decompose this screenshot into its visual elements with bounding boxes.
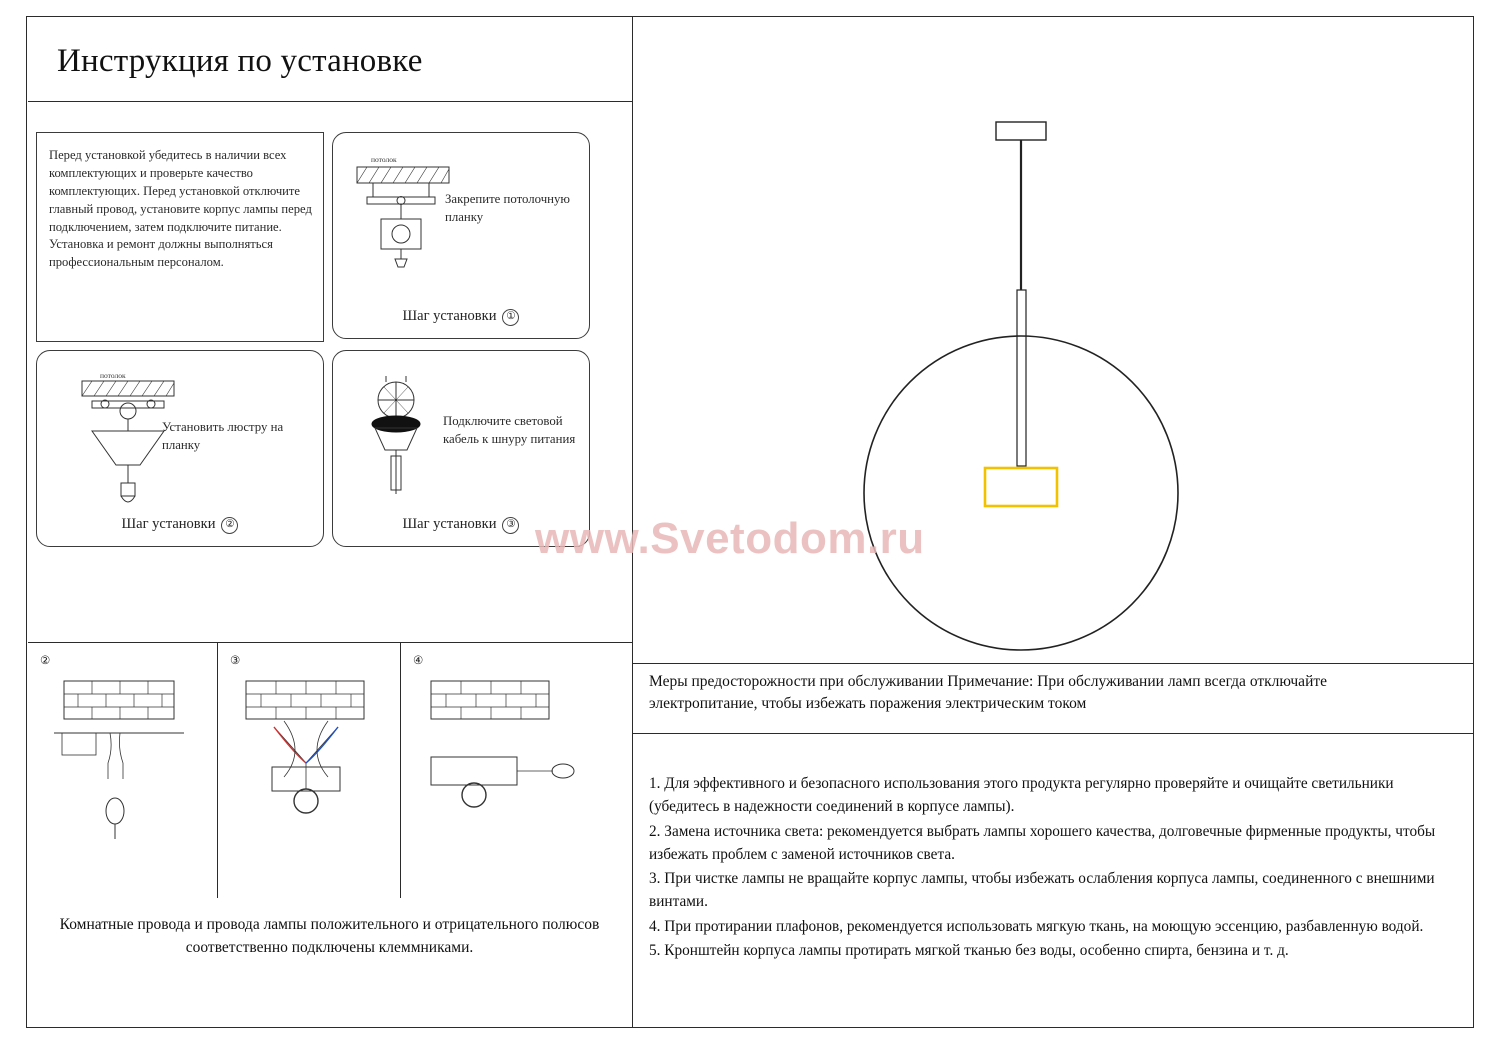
care-item-4: 4. При протирании плафонов, рекомендуется использовать мягкую ткань, на моющую эссенцию, разбавленную водой. (649, 917, 1424, 935)
intro-text: Перед установкой убедитесь в наличии всех комплектующих и проверьте качество комплектующих. Перед установкой отключите главный провод, установите корпус лампы перед подключением, затем подключите питание. Установка и ремонт должны выполняться профессиональным персоналом. (49, 148, 312, 270)
note-bottom-rule (633, 733, 1474, 734)
step-2-number: ② (221, 517, 238, 534)
wiring-panel-4 (401, 643, 591, 898)
page-title: Инструкция по установке (57, 43, 423, 79)
care-item-1: 1. Для эффективного и безопасного использования этого продукта регулярно проверяйте и очищайте светильники (убедитесь в надежности соединений в корпусе лампы). (649, 775, 1394, 816)
wiring-panel-4-number: ④ (413, 655, 424, 667)
wiring-panel-3 (218, 643, 401, 898)
step-3-instruction: Подключите световой кабель к шнуру питания (443, 414, 576, 446)
step-2-box (36, 350, 324, 547)
step-1-box (332, 132, 590, 339)
ceiling-label-2: потолок (100, 371, 126, 380)
lamp-illustration (633, 18, 1474, 658)
care-item-3: 3. При чистке лампы не вращайте корпус лампы, чтобы избежать ослабления корпуса лампы, соединенного с внешними винтами. (649, 870, 1435, 911)
wiring-figure-4 (407, 671, 592, 896)
step-1-caption (333, 308, 589, 326)
step-2-caption-label: Шаг установки (121, 516, 216, 532)
step-2-caption (37, 516, 323, 534)
wiring-figure-2 (34, 671, 214, 896)
care-instructions-list (649, 772, 1459, 963)
step-3-number: ③ (502, 517, 519, 534)
wiring-panel-2-number: ② (40, 655, 51, 667)
wiring-caption: Комнатные провода и провода лампы положительного и отрицательного полюсов соответственно подключены клеммниками. (59, 916, 600, 957)
wiring-panel-2 (28, 643, 218, 898)
step-1-number: ① (502, 309, 519, 326)
step-3-box (332, 350, 590, 547)
instruction-sheet (26, 16, 1474, 1028)
step-3-caption (333, 516, 589, 534)
wiring-panel-3-number: ③ (230, 655, 241, 667)
step-1-caption-label: Шаг установки (402, 308, 497, 324)
note-top-rule (633, 663, 1474, 664)
wiring-figure-3 (224, 671, 399, 896)
step-1-figure (351, 163, 471, 293)
step-1-instruction: Закрепите потолочную планку (445, 192, 570, 224)
care-item-2: 2. Замена источника света: рекомендуется выбрать лампы хорошего качества, долговечные фирменные продукты, чтобы избежать проблем с заменой источников света. (649, 822, 1436, 863)
title-rule (28, 101, 632, 102)
ceiling-label-1: потолок (371, 155, 397, 164)
maintenance-note: Меры предосторожности при обслуживании Примечание: При обслуживании ламп всегда отключайте электропитание, чтобы избежать поражения электрическим током (649, 673, 1328, 713)
step-2-instruction: Установить люстру на планку (162, 420, 284, 452)
step-3-caption-label: Шаг установки (402, 516, 497, 532)
watermark: www.Svetodom.ru (535, 514, 925, 563)
intro-box (36, 132, 324, 342)
care-item-5: 5. Кронштейн корпуса лампы протирать мягкой тканью без воды, особенно спирта, бензина и т. д. (649, 941, 1289, 959)
